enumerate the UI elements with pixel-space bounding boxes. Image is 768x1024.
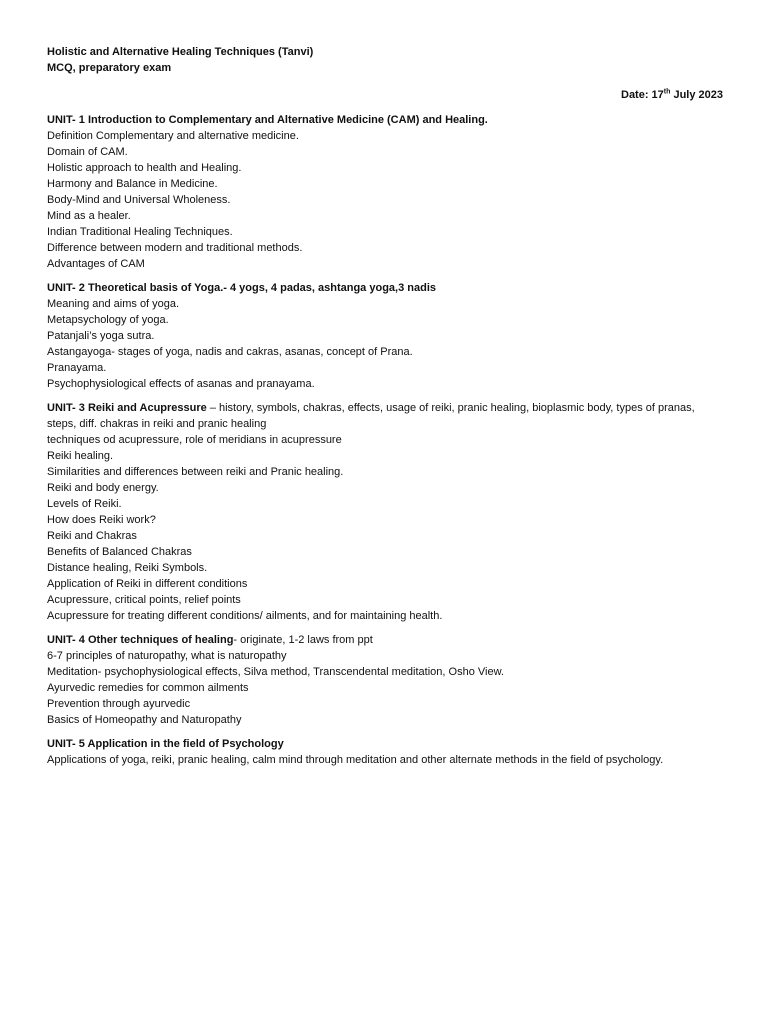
- unit-1-title: UNIT- 1 Introduction to Complementary and Alternative Medicine (CAM) and Healing.: [47, 114, 488, 126]
- unit-2-item: Meaning and aims of yoga.: [47, 298, 180, 310]
- unit-3-section: [47, 400, 723, 624]
- unit-2-title: UNIT- 2 Theoretical basis of Yoga.: [47, 282, 224, 294]
- unit-4-title: UNIT- 4 Other techniques of healing: [47, 634, 234, 646]
- unit-2-item: Pranayama.: [47, 362, 107, 374]
- document-subtitle: MCQ, preparatory exam: [47, 62, 172, 74]
- unit-1-item: Holistic approach to health and Healing.: [47, 162, 242, 174]
- unit-2-subtopics: - 4 yogs, 4 padas, ashtanga yoga,3 nadis: [223, 282, 436, 294]
- unit-1-item: Body-Mind and Universal Wholeness.: [47, 194, 231, 206]
- unit-3-item: Acupressure, critical points, relief points: [47, 594, 241, 606]
- date-suffix: July 2023: [670, 89, 723, 101]
- unit-3-subtopics: – history, symbols, chakras, effects, usage of reiki, pranic healing, bioplasmic body, types of pranas, steps, diff. chakras in reiki and pranic healing: [47, 402, 695, 430]
- unit-3-item: Benefits of Balanced Chakras: [47, 546, 192, 558]
- unit-4-section: [47, 632, 723, 728]
- unit-1-item: Difference between modern and traditional methods.: [47, 242, 303, 254]
- unit-3-item: Similarities and differences between reiki and Pranic healing.: [47, 466, 344, 478]
- unit-3-item: Application of Reiki in different conditions: [47, 578, 248, 590]
- unit-1-item: Mind as a healer.: [47, 210, 131, 222]
- unit-4-subtopics: - originate, 1-2 laws from ppt: [233, 634, 373, 646]
- unit-3-item: Reiki and Chakras: [47, 530, 137, 542]
- unit-1-section: [47, 112, 723, 272]
- unit-4-item: 6-7 principles of naturopathy, what is naturopathy: [47, 650, 287, 662]
- unit-4-item: Basics of Homeopathy and Naturopathy: [47, 714, 242, 726]
- unit-4-item: Ayurvedic remedies for common ailments: [47, 682, 249, 694]
- unit-4-item: Prevention through ayurvedic: [47, 698, 191, 710]
- unit-3-item: techniques od acupressure, role of meridians in acupressure: [47, 434, 342, 446]
- unit-2-item: Metapsychology of yoga.: [47, 314, 169, 326]
- unit-5-item: Applications of yoga, reiki, pranic healing, calm mind through meditation and other alternate methods in the field of psychology.: [47, 754, 664, 766]
- unit-1-item: Advantages of CAM: [47, 258, 145, 270]
- unit-2-item: Patanjali’s yoga sutra.: [47, 330, 155, 342]
- unit-3-title: UNIT- 3 Reiki and Acupressure: [47, 402, 207, 414]
- unit-3-item: How does Reiki work?: [47, 514, 156, 526]
- unit-3-item: Levels of Reiki.: [47, 498, 122, 510]
- unit-5-title: UNIT- 5 Application in the field of Psychology: [47, 738, 284, 750]
- date-superscript: th: [663, 88, 671, 96]
- document-page: [47, 44, 723, 768]
- unit-4-item: Meditation- psychophysiological effects, Silva method, Transcendental meditation, Osho View.: [47, 666, 504, 678]
- date-prefix: Date: 17: [621, 89, 664, 101]
- unit-2-item: Astangayoga- stages of yoga, nadis and cakras, asanas, concept of Prana.: [47, 346, 413, 358]
- unit-5-section: [47, 736, 723, 768]
- unit-3-item: Acupressure for treating different conditions/ ailments, and for maintaining health.: [47, 610, 443, 622]
- unit-2-item: Psychophysiological effects of asanas and pranayama.: [47, 378, 315, 390]
- unit-2-section: [47, 280, 723, 392]
- unit-4-heading: [47, 632, 723, 648]
- unit-3-heading: [47, 400, 723, 432]
- unit-3-item: Distance healing, Reiki Symbols.: [47, 562, 208, 574]
- unit-2-heading: [47, 280, 723, 296]
- unit-1-heading: [47, 112, 723, 128]
- unit-3-item: Reiki healing.: [47, 450, 114, 462]
- document-date: [47, 87, 723, 103]
- unit-1-item: Definition Complementary and alternative medicine.: [47, 130, 299, 142]
- unit-1-item: Indian Traditional Healing Techniques.: [47, 226, 233, 238]
- unit-3-item: Reiki and body energy.: [47, 482, 159, 494]
- unit-5-heading: [47, 736, 723, 752]
- unit-1-item: Harmony and Balance in Medicine.: [47, 178, 218, 190]
- document-title: Holistic and Alternative Healing Techniques (Tanvi): [47, 46, 314, 58]
- unit-1-item: Domain of CAM.: [47, 146, 128, 158]
